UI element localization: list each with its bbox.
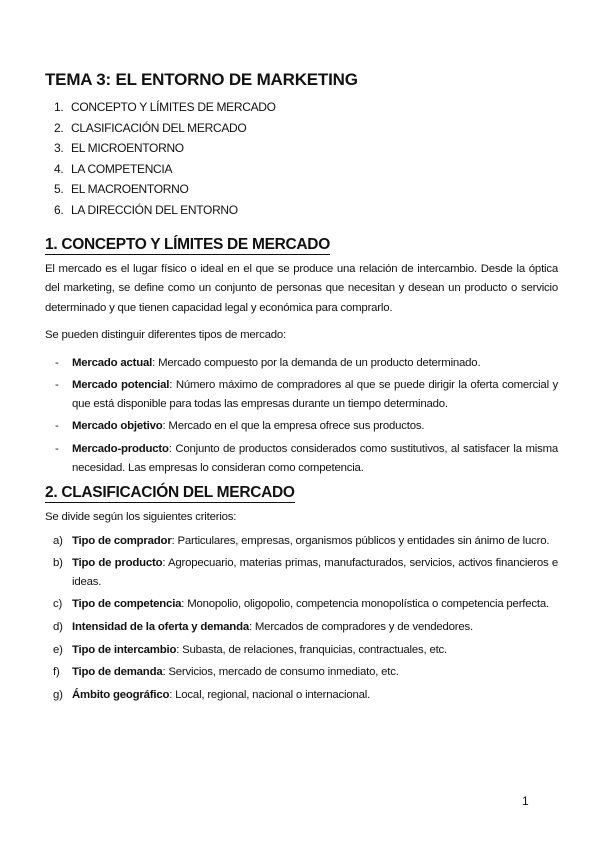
list-item <box>45 376 558 413</box>
toc-label: CLASIFICACIÓN DEL MERCADO <box>71 120 247 135</box>
bullet: - <box>55 420 59 433</box>
toc-label: EL MICROENTORNO <box>71 141 184 156</box>
list-item <box>45 618 558 637</box>
criteria-list <box>45 532 558 705</box>
definition: : Servicios, mercado de consumo inmediato, etc. <box>162 666 399 679</box>
types-intro: Se pueden distinguir diferentes tipos de mercado: <box>45 329 286 342</box>
table-of-contents <box>45 97 558 221</box>
bullet: - <box>55 442 59 455</box>
market-types-list <box>45 354 558 478</box>
toc-item <box>45 179 558 200</box>
term: Tipo de comprador <box>72 534 172 547</box>
list-item <box>45 686 558 705</box>
term: Intensidad de la oferta y demanda <box>72 621 249 633</box>
toc-number: 6. <box>54 202 64 217</box>
term: Tipo de competencia <box>72 598 182 611</box>
list-item <box>45 663 558 682</box>
list-marker: e) <box>53 643 63 656</box>
term: Tipo de producto <box>72 557 163 570</box>
page-number: 1 <box>522 794 529 808</box>
toc-label: LA DIRECCIÓN DEL ENTORNO <box>71 202 238 217</box>
toc-label: LA COMPETENCIA <box>71 161 173 176</box>
definition: : Mercado en el que la empresa ofrece sus productos. <box>162 420 425 433</box>
definition: : Subasta, de relaciones, franquicias, contractuales, etc. <box>176 643 448 656</box>
list-marker: d) <box>53 621 63 633</box>
section-paragraph: El mercado es el lugar físico o ideal en el que se produce una relación de intercambio. Desde la óptica del marketing, se define como un conjunto de personas que necesitan y desean un producto o servicio determinado y que tienen capacidad legal y económica para comprarlo. <box>45 262 558 314</box>
toc-item <box>45 200 558 221</box>
toc-item <box>45 97 558 118</box>
list-marker: b) <box>53 557 63 570</box>
bullet: - <box>55 379 59 392</box>
section-heading-clasificacion: 2. CLASIFICACIÓN DEL MERCADO <box>45 484 295 502</box>
definition: : Agropecuario, materias primas, manufacturados, servicios, activos financieros e ideas. <box>72 557 558 588</box>
list-item <box>45 354 558 373</box>
toc-number: 5. <box>54 182 64 197</box>
document-page <box>45 70 558 710</box>
toc-item <box>45 138 558 159</box>
definition: : Monopolio, oligopolio, competencia monopolística o competencia perfecta. <box>181 598 549 611</box>
definition: : Mercados de compradores y de vendedores. <box>248 621 473 633</box>
term: Mercado objetivo <box>72 420 163 433</box>
toc-label: CONCEPTO Y LÍMITES DE MERCADO <box>71 100 276 114</box>
term: Tipo de intercambio <box>72 643 177 656</box>
term: Ámbito geográfico <box>72 688 170 701</box>
page-title: TEMA 3: EL ENTORNO DE MARKETING <box>45 70 358 89</box>
list-item <box>45 554 558 591</box>
list-marker: g) <box>53 688 63 701</box>
list-marker: f) <box>53 666 60 679</box>
toc-item <box>45 118 558 139</box>
list-item <box>45 595 558 614</box>
toc-number: 3. <box>54 141 64 156</box>
definition: : Conjunto de productos considerados como sustitutivos, al satisfacer la misma necesidad. Las empresas lo consideran como competencia. <box>72 442 558 474</box>
toc-number: 1. <box>54 100 64 114</box>
criteria-intro: Se divide según los siguientes criterios: <box>45 511 237 524</box>
term: Mercado-producto <box>72 442 169 455</box>
definition: : Mercado compuesto por la demanda de un producto determinado. <box>152 356 481 369</box>
term: Mercado potencial <box>72 379 170 392</box>
toc-item <box>45 159 558 180</box>
list-marker: c) <box>53 598 63 611</box>
toc-label: EL MACROENTORNO <box>71 182 189 197</box>
list-item <box>45 641 558 660</box>
term: Tipo de demanda <box>72 666 163 679</box>
definition: : Particulares, empresas, organismos públicos y entidades sin ánimo de lucro. <box>171 534 550 547</box>
term: Mercado actual <box>72 356 153 369</box>
toc-number: 2. <box>54 120 64 135</box>
definition: : Local, regional, nacional o internacional. <box>169 688 371 701</box>
list-item <box>45 440 558 477</box>
list-marker: a) <box>53 534 63 547</box>
bullet: - <box>55 356 59 369</box>
section-heading-concepto: 1. CONCEPTO Y LÍMITES DE MERCADO <box>45 235 330 253</box>
list-item <box>45 417 558 436</box>
toc-number: 4. <box>54 161 64 176</box>
definition: : Número máximo de compradores al que se puede dirigir la oferta comercial y que está disponible para todas las empresas durante un tiempo determinado. <box>72 379 558 410</box>
list-item <box>45 532 558 551</box>
